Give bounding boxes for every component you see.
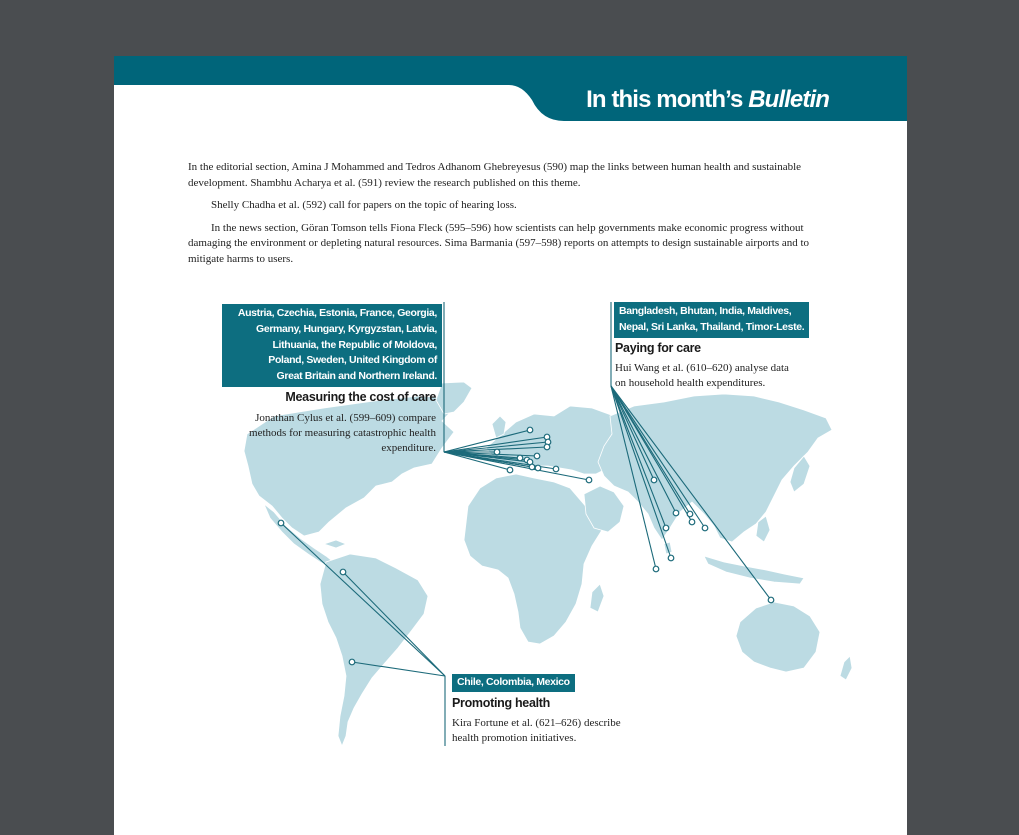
- marker-mexico: [278, 520, 284, 526]
- bulletin-page: [114, 56, 907, 835]
- marker-germany: [517, 455, 523, 461]
- europe-country-line-1: Austria, Czechia, Estonia, France, Georgia,: [237, 307, 437, 319]
- marker-timor-leste: [768, 597, 774, 603]
- europe-text-line-2: methods for measuring catastrophic health: [249, 427, 436, 439]
- indonesia-land: [704, 556, 804, 584]
- marker-sweden: [527, 427, 533, 433]
- europe-heading: Measuring the cost of care: [285, 390, 436, 404]
- americas-text-line-2: health promotion initiatives.: [452, 732, 577, 744]
- marker-hungary: [529, 464, 535, 470]
- asia-countries-box: [614, 302, 809, 338]
- marker-chile: [349, 659, 355, 665]
- americas-countries-box: [452, 674, 575, 692]
- americas-text-line-1: Kira Fortune et al. (621–626) describe: [452, 717, 621, 729]
- marker-thailand: [689, 519, 695, 525]
- australia-land: [736, 602, 820, 672]
- marker-uk: [494, 449, 500, 455]
- europe-text-line-3: expenditure.: [381, 442, 436, 454]
- intro-paragraph-2: Shelly Chadha et al. (592) call for papers on the topic of hearing loss.: [211, 199, 517, 211]
- marker-nepal: [651, 477, 657, 483]
- asia-description: [615, 361, 845, 391]
- title-main: In this month’s: [586, 86, 749, 113]
- asia-text-line-2: on household health expenditures.: [615, 377, 766, 389]
- marker-maldives: [653, 566, 659, 572]
- new-zealand-land: [840, 656, 852, 680]
- south-america-land: [320, 554, 428, 746]
- marker-georgia: [553, 466, 559, 472]
- marker-lithuania: [544, 444, 550, 450]
- asia-country-line-1: Bangladesh, Bhutan, India, Maldives,: [619, 305, 792, 317]
- asia-heading: Paying for care: [615, 341, 701, 355]
- europe-countries-box: [222, 304, 442, 387]
- americas-country-line-1: Chile, Colombia, Mexico: [457, 676, 570, 688]
- marker-colombia: [340, 569, 346, 575]
- europe-country-line-3: Lithuania, the Republic of Moldova,: [272, 338, 437, 351]
- africa-land: [464, 474, 602, 644]
- asia-text-line-1: Hui Wang et al. (610–620) analyse data: [615, 362, 789, 374]
- intro-paragraph-3: In the news section, Göran Tomson tells Fiona Fleck (595–596) how scientists can help governments make economic progress without damaging the environment or depleting natural resources. Sima Barmania (597–598) reports on attempts to design sustainable airports and to mitigate harms to users.: [188, 221, 810, 265]
- marker-bhutan: [673, 510, 679, 516]
- marker-sri-lanka: [668, 555, 674, 561]
- americas-heading: Promoting health: [452, 696, 550, 710]
- europe-text-line-1: Jonathan Cylus et al. (599–609) compare: [255, 412, 436, 424]
- marker-france: [507, 467, 513, 473]
- intro-paragraph-1: In the editorial section, Amina J Mohammed and Tedros Adhanom Ghebreyesus (590) map the links between human health and sustainable development. Shambhu Acharya et al. (591) review the research published on this theme.: [188, 161, 802, 189]
- europe-country-line-2: Germany, Hungary, Kyrgyzstan, Latvia,: [256, 322, 437, 335]
- madagascar-land: [590, 584, 604, 612]
- marker-poland: [534, 453, 540, 459]
- marker-moldova: [535, 465, 541, 471]
- marker-myanmar: [702, 525, 708, 531]
- europe-description: [196, 411, 436, 456]
- asia-country-line-2: Nepal, Sri Lanka, Thailand, Timor-Leste.: [619, 320, 805, 333]
- europe-country-line-4: Poland, Sweden, United Kingdom of: [268, 354, 437, 367]
- marker-india: [663, 525, 669, 531]
- europe-country-line-5: Great Britain and Northern Ireland.: [276, 370, 437, 383]
- americas-description: [452, 716, 682, 746]
- marker-bangladesh: [687, 511, 693, 517]
- marker-kyrgyzstan: [586, 477, 592, 483]
- title-emphasis: Bulletin: [748, 86, 829, 113]
- caribbean-land: [324, 540, 346, 548]
